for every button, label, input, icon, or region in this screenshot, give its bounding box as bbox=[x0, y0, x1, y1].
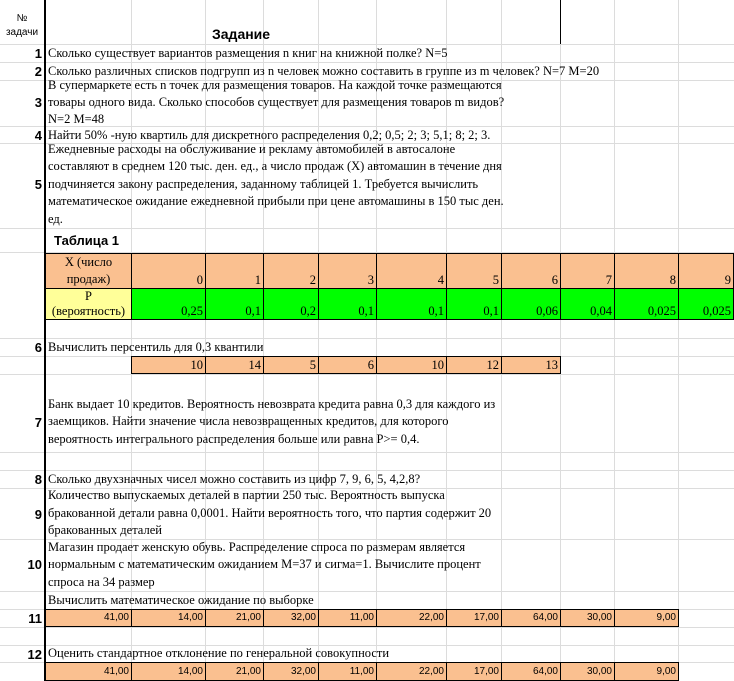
table1-p-cell: 0,1 bbox=[446, 288, 502, 320]
table1-x-cell: 3 bbox=[318, 253, 377, 289]
table1-p-cell: 0,06 bbox=[501, 288, 561, 320]
sample-cell: 9,00 bbox=[614, 609, 679, 627]
sample-cell: 14,00 bbox=[131, 609, 206, 627]
table1-x-cell: 8 bbox=[614, 253, 679, 289]
row-number: 7 bbox=[34, 415, 42, 430]
row-number: 2 bbox=[34, 64, 42, 79]
grid-line bbox=[0, 627, 734, 628]
sample-cell: 30,00 bbox=[560, 609, 615, 627]
grid-line bbox=[0, 374, 734, 375]
table1-p-cell: 0,025 bbox=[614, 288, 679, 320]
sample-cell: 64,00 bbox=[501, 662, 561, 681]
task-text: вероятность интегрального распределения больше или равна P>= 0,4. bbox=[48, 432, 420, 446]
header-line: X (число bbox=[64, 255, 113, 269]
sample-cell: 9,00 bbox=[614, 662, 679, 681]
task-text: Оценить стандартное отклонение по генеральной совокупности bbox=[48, 646, 390, 660]
sample-cell: 32,00 bbox=[263, 609, 319, 627]
grid-line bbox=[560, 0, 561, 45]
table1-p-cell: 0,2 bbox=[263, 288, 319, 320]
sample-cell: 14,00 bbox=[131, 662, 206, 681]
task-number-header: № bbox=[16, 13, 28, 24]
row-number: 4 bbox=[34, 128, 42, 143]
sample-cell: 21,00 bbox=[205, 609, 264, 627]
sample-cell: 21,00 bbox=[205, 662, 264, 681]
data-cell: 10 bbox=[131, 356, 206, 374]
task-text: Ежедневные расходы на обслуживание и рекламу автомобилей в автосалоне bbox=[48, 142, 456, 156]
table1-p-cell: 0,1 bbox=[205, 288, 264, 320]
sample-cell: 22,00 bbox=[376, 662, 447, 681]
sample-cell: 64,00 bbox=[501, 609, 561, 627]
task-number-header-2: задачи bbox=[5, 27, 39, 38]
task-text: бракованной детали равна 0,0001. Найти вероятность того, что партия содержит 20 bbox=[48, 506, 492, 520]
row-number: 8 bbox=[34, 472, 42, 487]
task-text: подчиняется закону распределения, заданному таблицей 1. Требуется вычислить bbox=[48, 177, 479, 191]
task-text: Вычислить математическое ожидание по выборке bbox=[48, 593, 314, 607]
row-number: 9 bbox=[34, 507, 42, 522]
sample-cell: 32,00 bbox=[263, 662, 319, 681]
table1-x-cell: 6 bbox=[501, 253, 561, 289]
grid-line bbox=[678, 0, 679, 681]
row-number: 11 bbox=[28, 611, 42, 626]
sample-cell: 11,00 bbox=[318, 662, 377, 681]
task-text: заемщиков. Найти значение числа невозвращенных кредитов, для которого bbox=[48, 414, 449, 428]
column-separator bbox=[44, 0, 46, 681]
task-text: Вычислить персентиль для 0,3 квантили bbox=[48, 340, 264, 354]
row-number: 10 bbox=[27, 557, 42, 572]
task-text: ед. bbox=[48, 212, 63, 226]
task-text: нормальным с математическим ожиданием M=37 и сигма=1. Вычислите процент bbox=[48, 557, 481, 571]
table1-p-cell: 0,25 bbox=[131, 288, 206, 320]
task-text: Найти 50% -ную квартиль для дискретного распределения 0,2; 0,5; 2; 3; 5,1; 8; 2; 3. bbox=[48, 128, 491, 142]
page-title: Задание bbox=[212, 26, 271, 42]
table1-p-cell: 0,04 bbox=[560, 288, 615, 320]
sample-cell: 41,00 bbox=[45, 609, 132, 627]
sample-cell: 41,00 bbox=[45, 662, 132, 681]
data-cell: 10 bbox=[376, 356, 447, 374]
sample-cell: 17,00 bbox=[446, 609, 502, 627]
header-line: P bbox=[85, 289, 92, 303]
table1-x-cell: 4 bbox=[376, 253, 447, 289]
task-text: Сколько двухзначных чисел можно составить из цифр 7, 9, 6, 5, 4,2,8? bbox=[48, 472, 421, 486]
task-text: Сколько различных списков подгрупп из n человек можно составить в группе из m человек? N=7 M=20 bbox=[48, 64, 600, 78]
sample-cell: 11,00 bbox=[318, 609, 377, 627]
task-text: товары одного вида. Сколько способов существует для размещения товаров m видов? bbox=[48, 95, 505, 109]
task-text: бракованных деталей bbox=[48, 523, 162, 537]
row-number: 5 bbox=[34, 177, 42, 192]
task-text: составляют в среднем 120 тыс. ден. ед., а число продаж (X) автомашин в течение дня bbox=[48, 159, 502, 173]
table1-p-cell: 0,025 bbox=[678, 288, 734, 320]
table1-x-cell: 7 bbox=[560, 253, 615, 289]
table1-x-cell: 2 bbox=[263, 253, 319, 289]
table1-p-header bbox=[45, 288, 132, 320]
row-number: 6 bbox=[34, 340, 42, 355]
table1-p-cell: 0,1 bbox=[376, 288, 447, 320]
data-cell: 5 bbox=[263, 356, 319, 374]
table1-p-cell: 0,1 bbox=[318, 288, 377, 320]
header-line: (вероятность) bbox=[51, 304, 126, 318]
row-number: 12 bbox=[27, 647, 42, 662]
task-text: N=2 M=48 bbox=[48, 112, 105, 126]
task-text: Количество выпускаемых деталей в партии 250 тыс. Вероятность выпуска bbox=[48, 488, 445, 502]
data-cell: 13 bbox=[501, 356, 561, 374]
task-text: В супермаркете есть n точек для размещения товаров. На каждой точке размещаются bbox=[48, 78, 502, 92]
table1-x-cell: 0 bbox=[131, 253, 206, 289]
task-text: Банк выдает 10 кредитов. Вероятность невозврата кредита равна 0,3 для каждого из bbox=[48, 397, 496, 411]
table1-x-cell: 1 bbox=[205, 253, 264, 289]
sample-cell: 17,00 bbox=[446, 662, 502, 681]
task-text: математическое ожидание ежедневной прибыли при цене автомашины в 150 тыс ден. bbox=[48, 194, 504, 208]
data-cell: 14 bbox=[205, 356, 264, 374]
grid-line bbox=[614, 0, 615, 681]
task-text: Магазин продает женскую обувь. Распределение спроса по размерам является bbox=[48, 540, 466, 554]
task-text: Сколько существует вариантов размещения n книг на книжной полке? N=5 bbox=[48, 46, 448, 60]
row-number: 1 bbox=[34, 46, 42, 61]
table-title: Таблица 1 bbox=[54, 233, 120, 248]
task-text: спроса на 34 размер bbox=[48, 575, 155, 589]
grid-line bbox=[0, 452, 734, 453]
header-line: продаж) bbox=[66, 272, 111, 286]
data-cell: 6 bbox=[318, 356, 377, 374]
table1-x-cell: 9 bbox=[678, 253, 734, 289]
table1-x-header bbox=[45, 253, 132, 289]
table1-x-cell: 5 bbox=[446, 253, 502, 289]
grid-line bbox=[0, 228, 734, 229]
sample-cell: 22,00 bbox=[376, 609, 447, 627]
row-number: 3 bbox=[34, 95, 42, 110]
data-cell: 12 bbox=[446, 356, 502, 374]
sample-cell: 30,00 bbox=[560, 662, 615, 681]
